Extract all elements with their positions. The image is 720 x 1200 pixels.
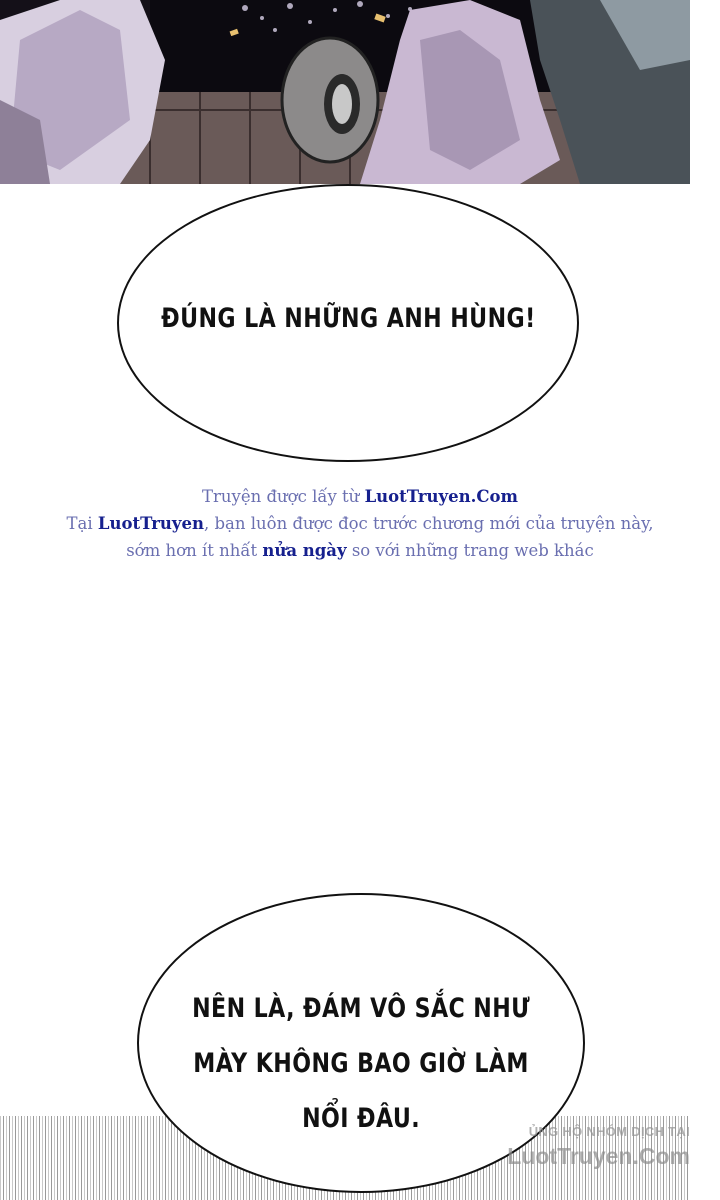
promo-line-2-rest: , bạn luôn được đọc trước chương mới của truyện này, bbox=[203, 514, 654, 533]
promo-notice bbox=[0, 483, 720, 564]
promo-highlight: nửa ngày bbox=[262, 541, 347, 560]
speech-bubble-1 bbox=[117, 184, 579, 462]
speech-bubble-1-text: ĐÚNG LÀ NHỮNG ANH HÙNG! bbox=[160, 302, 536, 334]
promo-line-3 bbox=[0, 537, 720, 564]
panel-artwork bbox=[0, 0, 690, 184]
speech-bubble-2-text: NÊN LÀ, ĐÁM VÔ SẮC NHƯ MÀY KHÔNG BAO GIỜ LÀM NỔI ĐÂU. bbox=[192, 992, 530, 1134]
manga-panel-top bbox=[0, 0, 690, 184]
promo-line-1 bbox=[0, 483, 720, 510]
promo-line-1-prefix: Truyện được lấy từ bbox=[202, 487, 365, 506]
promo-site-link[interactable]: LuotTruyen.Com bbox=[364, 487, 518, 506]
promo-line-2-prefix: Tại bbox=[66, 514, 98, 533]
promo-line-3-prefix: sớm hơn ít nhất bbox=[126, 541, 263, 560]
watermark bbox=[507, 1124, 690, 1170]
watermark-line-1: ỦNG HỘ NHÓM DỊCH TẠI bbox=[528, 1124, 690, 1139]
promo-brand: LuotTruyen bbox=[97, 514, 204, 533]
watermark-line-2: LuotTruyen.Com bbox=[507, 1143, 690, 1169]
promo-line-2 bbox=[0, 510, 720, 537]
promo-line-3-rest: so với những trang web khác bbox=[346, 541, 594, 560]
